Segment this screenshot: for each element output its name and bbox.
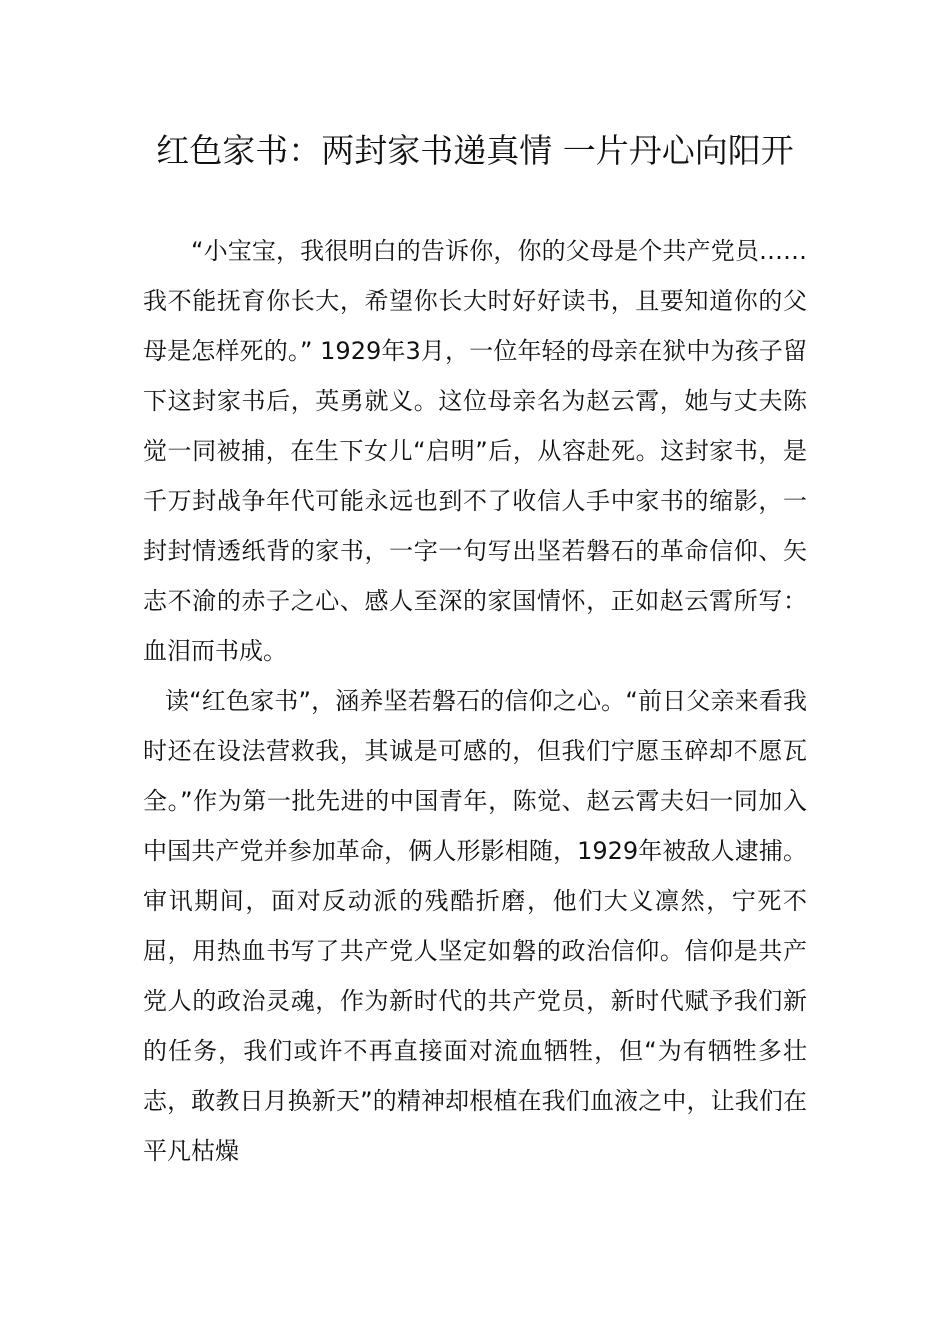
paragraph: “小宝宝，我很明白的告诉你，你的父母是个共产党员……我不能抚育你长大，希望你长大时好好读书，且要知道你的父母是怎样死的。” 1929年3月，一位年轻的母亲在狱中为孩子留下这封家书后，英勇就义。这位母亲名为赵云霄，她与丈夫陈觉一同被捕，在生下女儿“启明”后，从容赴死。这封家书，是千万封战争年代可能永远也到不了收信人手中家书的缩影，一封封情透纸背的家书，一字一句写出坚若磐石的革命信仰、矢志不渝的赤子之心、感人至深的家国情怀，正如赵云霄所写：血泪而书成。 xyxy=(143,237,807,665)
paragraph: 读“红色家书”，涵养坚若磐石的信仰之心。“前日父亲来看我时还在设法营救我，其诚是可感的，但我们宁愿玉碎却不愿瓦全。”作为第一批先进的中国青年，陈觉、赵云霄夫妇一同加入中国共产党并参加革命，俩人形影相随，1929年被敌人逮捕。审讯期间，面对反动派的残酷折磨，他们大义凛然，宁死不屈，用热血书写了共产党人坚定如磐的政治信仰。信仰是共产党人的政治灵魂，作为新时代的共产党员，新时代赋予我们新的任务，我们或许不再直接面对流血牺牲，但“为有牺牲多壮志，敢教日月换新天”的精神却根植在我们血液之中，让我们在平凡枯燥 xyxy=(143,687,807,1165)
document-body xyxy=(143,226,807,1176)
document-title: 红色家书：两封家书递真情 一片丹心向阳开 xyxy=(156,131,794,170)
